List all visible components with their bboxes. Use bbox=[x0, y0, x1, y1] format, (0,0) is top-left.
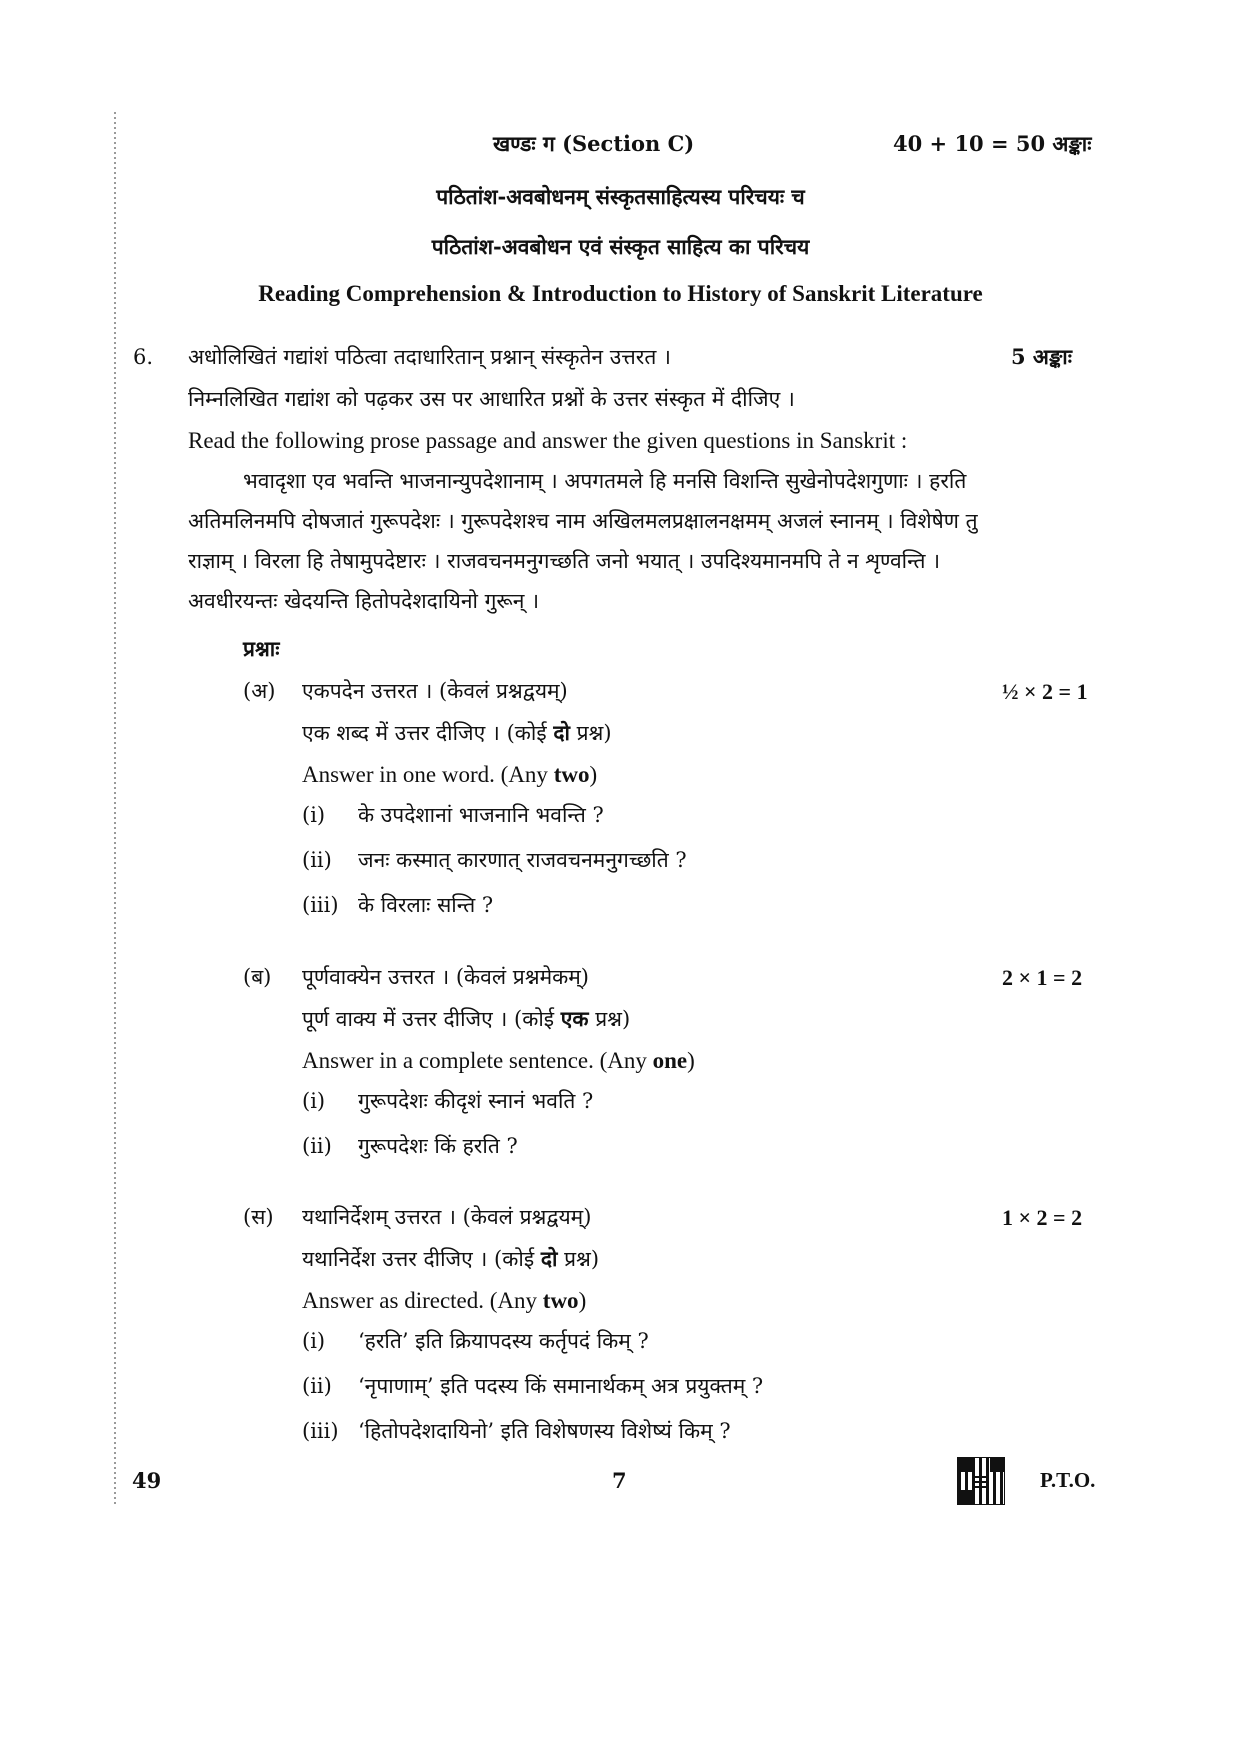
section-marks: 40 + 10 = 50 अङ्काः bbox=[893, 131, 1092, 156]
part-hindi-instruction: यथानिर्देश उत्तर दीजिए । (कोई दो प्रश्न) bbox=[302, 1246, 600, 1271]
part-label: (अ) bbox=[243, 679, 276, 703]
question-item: गुरूपदेशः किं हरति ? bbox=[358, 1134, 518, 1158]
item-number: (iii) bbox=[302, 1419, 339, 1443]
part-title: एकपदेन उत्तरत । (केवलं प्रश्नद्वयम्) bbox=[302, 679, 568, 703]
question-item: ‘नृपाणाम्’ इति पदस्य किं समानार्थकम् अत्र प्रयुक्तम् ? bbox=[358, 1374, 764, 1398]
question-item: ‘हरति’ इति क्रियापदस्य कर्तृपदं किम् ? bbox=[358, 1329, 649, 1353]
question-number: 6. bbox=[133, 345, 154, 369]
part-label: (स) bbox=[243, 1205, 274, 1229]
part-title: यथानिर्देशम् उत्तरत । (केवलं प्रश्नद्वयम्) bbox=[302, 1205, 592, 1229]
instruction-sanskrit: अधोलिखितं गद्यांशं पठित्वा तदाधारितान् प्रश्नान् संस्कृतेन उत्तरत । bbox=[188, 345, 671, 369]
question-marks: 5 अङ्काः bbox=[1011, 344, 1072, 369]
question-item: ‘हितोपदेशदायिनो’ इति विशेषणस्य विशेष्यं किम् ? bbox=[358, 1419, 731, 1443]
item-number: (ii) bbox=[302, 1374, 332, 1398]
section-heading: खण्डः ग (Section C) bbox=[493, 131, 695, 156]
instruction-english: Read the following prose passage and answer the given questions in Sanskrit : bbox=[188, 428, 908, 453]
question-item: जनः कस्मात् कारणात् राजवचनमनुगच्छति ? bbox=[358, 848, 687, 872]
question-item: के उपदेशानां भाजनानि भवन्ति ? bbox=[358, 803, 604, 827]
part-english-instruction: Answer in a complete sentence. (Any one) bbox=[302, 1048, 695, 1073]
question-item: के विरलाः सन्ति ? bbox=[358, 893, 494, 917]
passage-line: राज्ञाम् । विरला हि तेषामुपदेष्टारः । राजवचनमनुगच्छति जनो भयात् । उपदिश्यमानमपि ते न शृण्वन्ति । bbox=[188, 549, 941, 573]
passage-line: अतिमलिनमपि दोषजातं गुरूपदेशः । गुरूपदेशश्च नाम अखिलमलप्रक्षालनक्षमम् अजलं स्नानम् । विशेषेण तु bbox=[188, 509, 978, 533]
item-number: (i) bbox=[302, 803, 326, 827]
item-number: (i) bbox=[302, 1089, 326, 1113]
part-hindi-instruction: एक शब्द में उत्तर दीजिए । (कोई दो प्रश्न) bbox=[302, 720, 612, 745]
part-marks: ½ × 2 = 1 bbox=[1002, 679, 1088, 704]
title-sanskrit: पठितांश-अवबोधनम् संस्कृतसाहित्यस्य परिचयः च bbox=[436, 184, 805, 209]
part-english-instruction: Answer as directed. (Any two) bbox=[302, 1288, 587, 1313]
pto-label: P.T.O. bbox=[1040, 1468, 1096, 1492]
part-marks: 2 × 1 = 2 bbox=[1002, 965, 1083, 990]
part-title: पूर्णवाक्येन उत्तरत । (केवलं प्रश्नमेकम्) bbox=[302, 965, 590, 989]
margin-barcode-strip bbox=[114, 112, 116, 1507]
passage-line: भवादृशा एव भवन्ति भाजनान्युपदेशानाम् । अपगतमले हि मनसि विशन्ति सुखेनोपदेशगुणाः । हरति bbox=[243, 469, 967, 493]
question-item: गुरूपदेशः कीदृशं स्नानं भवति ? bbox=[358, 1089, 594, 1113]
item-number: (i) bbox=[302, 1329, 326, 1353]
part-marks: 1 × 2 = 2 bbox=[1002, 1205, 1083, 1230]
instruction-hindi: निम्नलिखित गद्यांश को पढ़कर उस पर आधारित प्रश्नों के उत्तर संस्कृत में दीजिए । bbox=[188, 387, 795, 411]
prashna-label: प्रश्नाः bbox=[243, 636, 280, 661]
passage-line: अवधीरयन्तः खेदयन्ति हितोपदेशदायिनो गुरून् । bbox=[188, 589, 540, 613]
item-number: (ii) bbox=[302, 1134, 332, 1158]
qr-code-icon bbox=[958, 1458, 1004, 1504]
item-number: (ii) bbox=[302, 848, 332, 872]
part-label: (ब) bbox=[243, 965, 272, 989]
page-number: 7 bbox=[612, 1468, 627, 1493]
title-hindi: पठितांश-अवबोधन एवं संस्कृत साहित्य का परिचय bbox=[431, 234, 810, 259]
paper-code: 49 bbox=[132, 1468, 162, 1493]
title-english: Reading Comprehension & Introduction to History of Sanskrit Literature bbox=[258, 281, 983, 306]
part-hindi-instruction: पूर्ण वाक्य में उत्तर दीजिए । (कोई एक प्रश्न) bbox=[302, 1006, 631, 1031]
part-english-instruction: Answer in one word. (Any two) bbox=[302, 762, 598, 787]
item-number: (iii) bbox=[302, 893, 339, 917]
